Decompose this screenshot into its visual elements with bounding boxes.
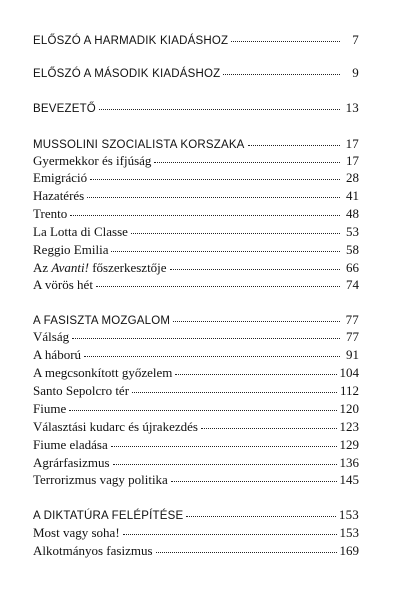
toc-section (33, 507, 359, 523)
toc-page-number: 9 (352, 65, 359, 80)
leader-dots (231, 41, 340, 42)
toc-page-number: 129 (339, 437, 359, 452)
leader-dots (87, 197, 340, 198)
leader-dots (111, 251, 340, 252)
toc-page-number: 136 (339, 455, 359, 470)
leader-dots (156, 552, 337, 553)
toc-page-number: 112 (339, 383, 359, 398)
leader-dots (69, 410, 336, 411)
leader-dots (84, 356, 340, 357)
toc-page-number: 17 (345, 136, 359, 151)
toc-entry-title: Az Avanti! főszerkesztője (33, 260, 167, 275)
toc-section-title: A FASISZTA MOZGALOM (33, 315, 171, 327)
toc-page-number: 53 (346, 224, 359, 239)
leader-dots (99, 109, 340, 110)
toc-page-number: 153 (338, 507, 359, 522)
leader-dots (96, 286, 340, 287)
toc-page-number: 7 (352, 32, 359, 47)
toc-entry-title: A vörös hét (33, 277, 93, 292)
toc-section-title: MUSSOLINI SZOCIALISTA KORSZAKA (33, 139, 245, 151)
toc-entry (33, 242, 359, 258)
toc-page-number: 28 (346, 170, 359, 185)
toc-entry (33, 153, 359, 169)
toc-section (33, 100, 359, 116)
toc-entry-title: A megcsonkított győzelem (33, 365, 173, 380)
toc-section-title: ELŐSZÓ A MÁSODIK KIADÁSHOZ (33, 68, 221, 80)
toc-page-number: 74 (346, 277, 359, 292)
toc-section-title: BEVEZETŐ (33, 103, 96, 115)
toc-entry (33, 455, 359, 471)
toc-entry (33, 543, 359, 559)
toc-entry (33, 277, 359, 293)
leader-dots (223, 74, 340, 75)
leader-dots (90, 179, 340, 180)
toc-page-number: 77 (345, 312, 359, 327)
toc-entry (33, 472, 359, 488)
toc-entry (33, 260, 359, 276)
toc-entry (33, 329, 359, 345)
toc-page-number: 91 (346, 347, 359, 362)
toc-entry (33, 365, 359, 381)
toc-entry-title: Fiume eladása (33, 437, 108, 452)
toc-page-number: 120 (339, 401, 359, 416)
toc-entry-title: Emigráció (33, 170, 88, 185)
toc-page-number: 66 (346, 260, 359, 275)
toc-entry-title: Gyermekkor és ifjúság (33, 153, 152, 168)
toc-page-number: 169 (339, 543, 359, 558)
toc-section-title: ELŐSZÓ A HARMADIK KIADÁSHOZ (33, 35, 229, 47)
toc-page-number: 145 (339, 472, 359, 487)
leader-dots (173, 321, 340, 322)
leader-dots (111, 446, 337, 447)
toc-page-number: 13 (345, 100, 359, 115)
toc-entry (33, 383, 359, 399)
toc-page-number: 58 (346, 242, 359, 257)
toc-entry (33, 437, 359, 453)
toc-entry-title: Alkotmányos fasizmus (33, 543, 153, 558)
toc-entry (33, 419, 359, 435)
toc-section (33, 136, 359, 152)
toc-entry (33, 170, 359, 186)
leader-dots (175, 374, 336, 375)
toc-page-number: 77 (346, 329, 359, 344)
toc-page-number: 104 (339, 365, 359, 380)
toc-entry (33, 401, 359, 417)
toc-entry-title: Santo Sepolcro tér (33, 383, 130, 398)
leader-dots (132, 392, 337, 393)
leader-dots (131, 233, 340, 234)
toc-entry (33, 206, 359, 222)
toc-page-number: 48 (346, 206, 359, 221)
toc-entry (33, 188, 359, 204)
toc-page-number: 123 (339, 419, 359, 434)
toc-entry-title: Válság (33, 329, 70, 344)
leader-dots (113, 464, 337, 465)
leader-dots (154, 162, 340, 163)
toc-section (33, 65, 359, 81)
toc-section (33, 32, 359, 48)
toc-entry-title: Agrárfasizmus (33, 455, 110, 470)
leader-dots (72, 338, 340, 339)
toc-section (33, 312, 359, 328)
leader-dots (170, 269, 340, 270)
toc-entry-title: Trento (33, 206, 68, 221)
toc-entry-title: Hazatérés (33, 188, 85, 203)
leader-dots (171, 481, 337, 482)
toc-entry (33, 347, 359, 363)
leader-dots (123, 534, 337, 535)
toc-entry (33, 224, 359, 240)
toc-entry-title: Terrorizmus vagy politika (33, 472, 168, 487)
leader-dots (248, 145, 340, 146)
toc-section-title: A DIKTATÚRA FELÉPÍTÉSE (33, 510, 184, 522)
toc-entry-title: A háború (33, 347, 82, 362)
toc-entry (33, 525, 359, 541)
toc-page-number: 41 (346, 188, 359, 203)
toc-page-number: 153 (339, 525, 359, 540)
toc-entry-title: Választási kudarc és újrakezdés (33, 419, 198, 434)
toc-page-number: 17 (346, 153, 359, 168)
toc-entry-title: Fiume (33, 401, 67, 416)
leader-dots (70, 215, 340, 216)
toc-entry-title: Reggio Emilia (33, 242, 109, 257)
toc-entry-title: Most vagy soha! (33, 525, 120, 540)
leader-dots (186, 516, 336, 517)
leader-dots (201, 428, 337, 429)
toc-entry-title: La Lotta di Classe (33, 224, 128, 239)
